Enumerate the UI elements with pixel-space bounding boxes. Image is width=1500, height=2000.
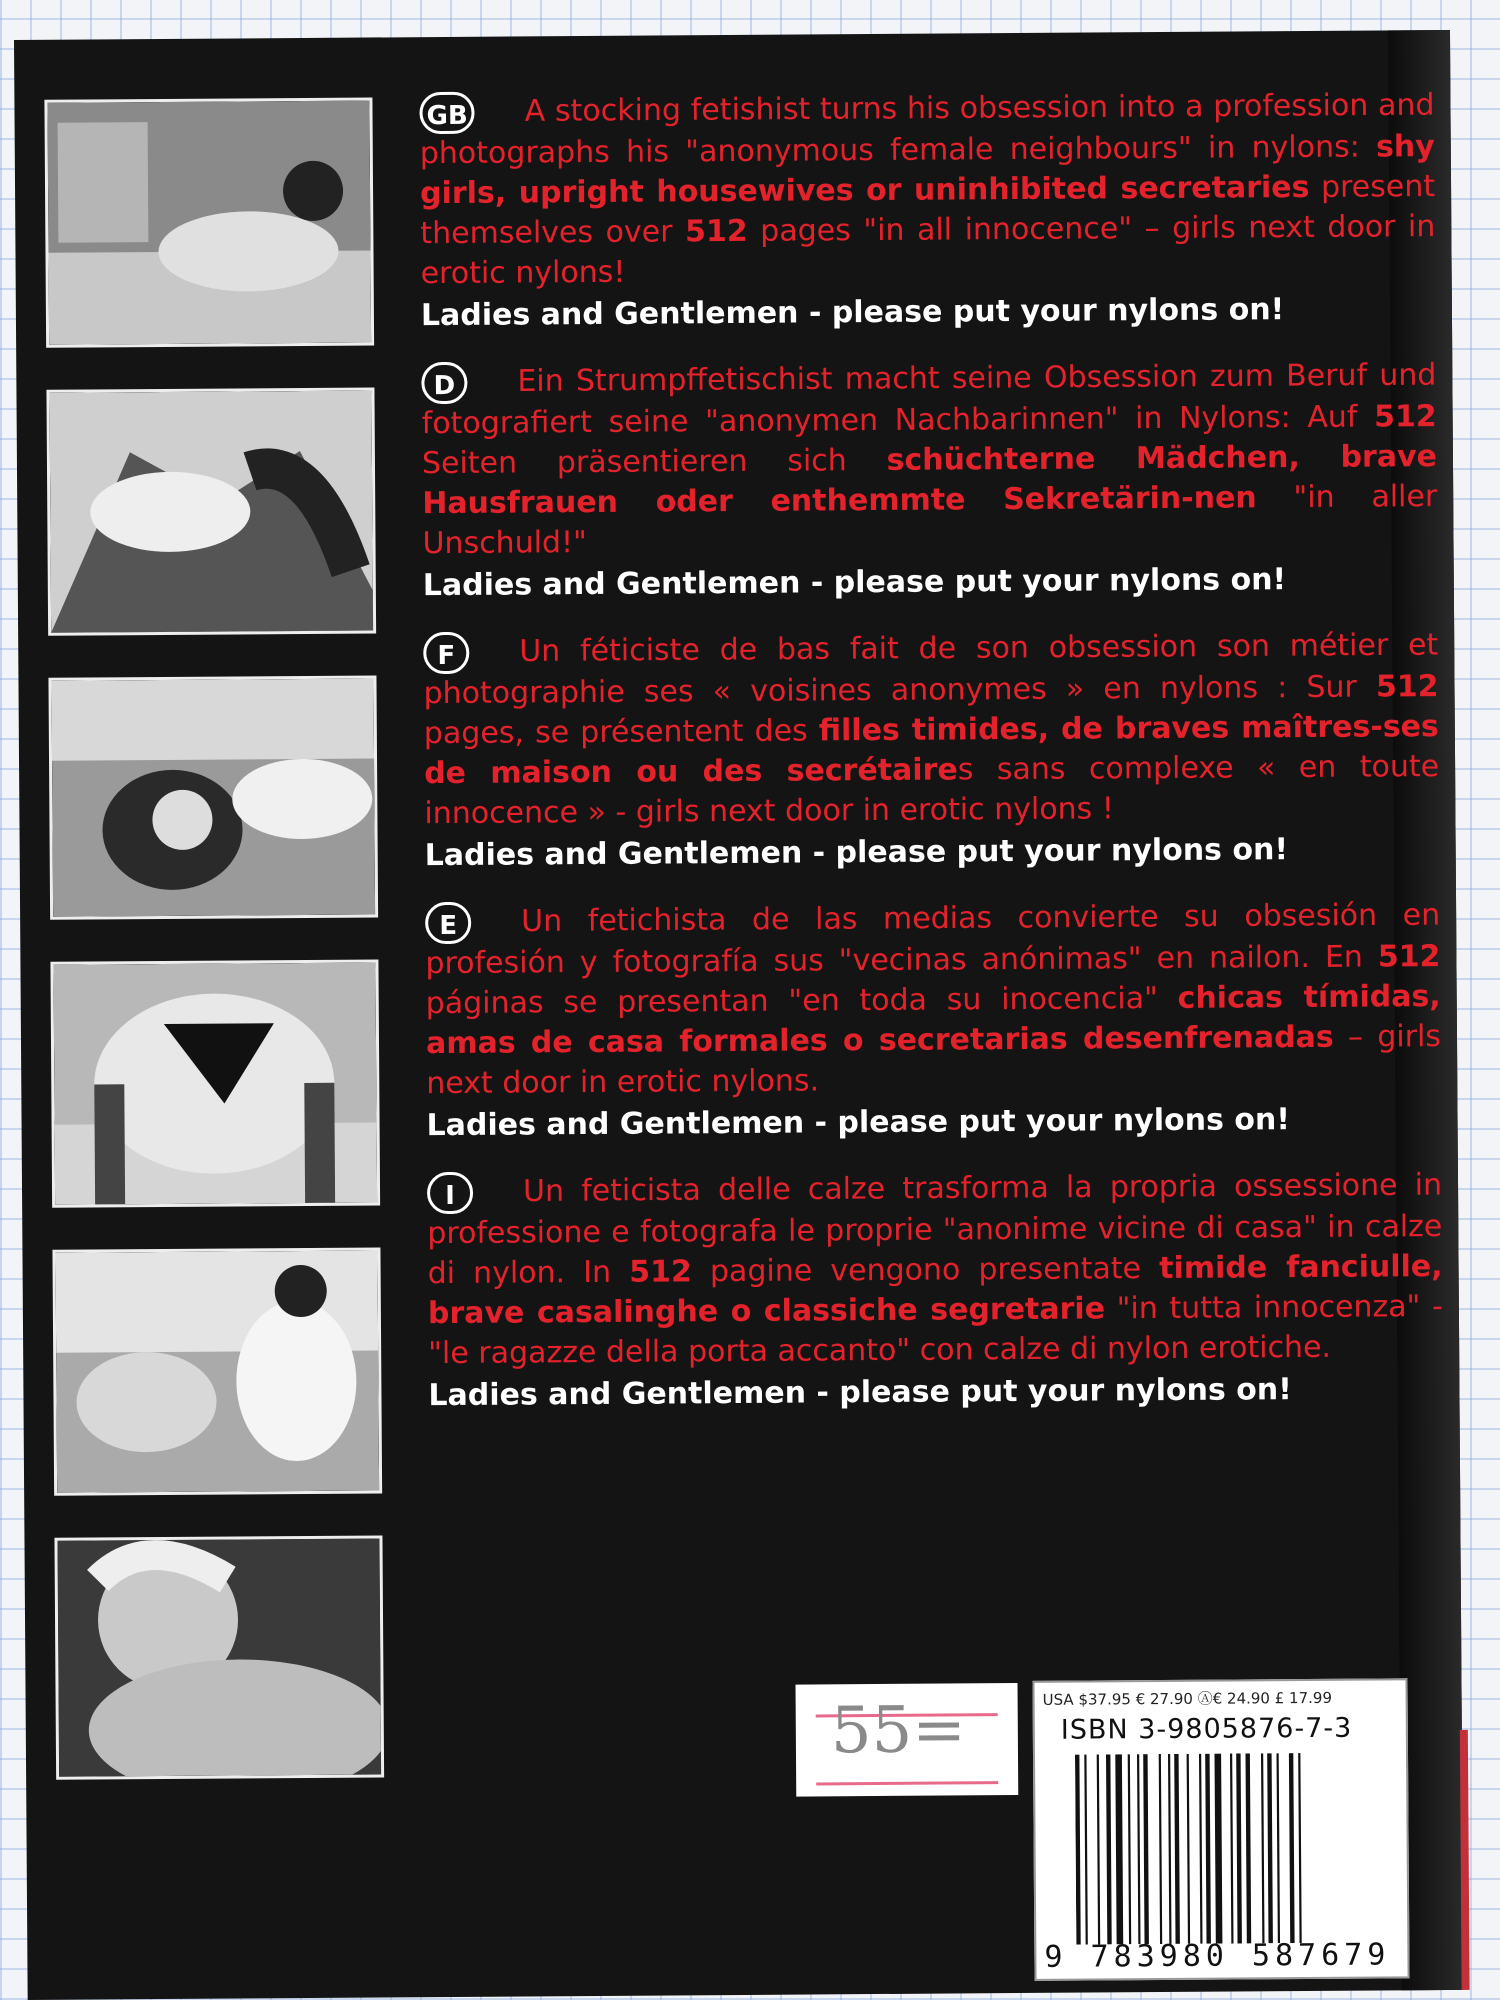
barcode-bar [1187,1754,1191,1944]
photo-thumbnail-6 [54,1535,384,1779]
barcode-bar [1075,1755,1081,1945]
barcode-bar [1267,1753,1273,1943]
highlight-text: 512 [1373,399,1437,435]
country-code-badge: I [427,1172,473,1214]
barcode-bar [1128,1754,1132,1944]
barcode-bar [1261,1753,1265,1943]
section-paragraph [423,625,1439,834]
language-section [421,355,1438,606]
body-text: Un fetichista de las medias convierte su obsesión en profesión y fotografía sus "vecinas anónimas" en nailon. En [425,897,1441,982]
isbn-number: ISBN 3-9805876-7-3 [1060,1712,1353,1746]
body-text: "in tutta innocenza" - "le ragazze della porta accanto" con calze di nylon erotiche. [428,1289,1443,1372]
country-code-badge: F [423,632,469,674]
barcode-bar [1230,1754,1234,1944]
book-back-cover [14,30,1464,2000]
highlight-text: 512 [1377,939,1441,975]
price-sticker [796,1683,1019,1797]
language-section [427,1165,1444,1416]
barcode-bar [1276,1753,1280,1943]
body-text: Un féticiste de bas fait de son obsession son métier et photographie ses « voisines anonymes » en nylons : Sur [423,627,1439,712]
language-section [423,625,1440,876]
photo-thumbnail-5 [52,1247,382,1495]
body-text: pagine vengono presentate [691,1251,1160,1290]
body-text: present themselves over [420,169,1436,252]
section-paragraph [425,895,1441,1104]
photo-thumbnail-4 [50,959,380,1207]
highlight-text: shy girls, upright housewives or uninhibited secretaries [419,129,1435,212]
barcode-bar [1205,1754,1211,1944]
price-list: USA $37.95 € 27.90 Ⓐ€ 24.90 £ 17.99 [1042,1688,1333,1709]
barcode-bars [1075,1752,1396,1944]
barcode-label [1032,1678,1409,1981]
ean-number: 9 783980 587679 [1044,1937,1391,1975]
body-text: Seiten präsentieren sich [421,442,887,482]
barcode-bar [1174,1754,1180,1944]
barcode-bar [1245,1753,1251,1943]
highlight-text: chicas tímidas, amas de casa formales o secretarias desenfrenadas [425,979,1441,1062]
photo-thumbnail-1 [44,97,374,347]
section-paragraph [427,1165,1443,1374]
highlight-text: 512 [1375,669,1439,705]
barcode-bar [1168,1754,1172,1944]
photo-column [44,97,386,1821]
barcode-bar [1236,1753,1242,1943]
body-text: pages "in all innocence" – girls next door in erotic nylons! [420,209,1436,292]
barcode-bar [1199,1754,1203,1944]
language-section [425,895,1442,1146]
body-text: pages, se présentent des [423,713,819,752]
body-text: Un feticista delle calze trasforma la propria ossessione in professione e fotografa le proprie "anonime vicine di casa" in calze di nylon. In [427,1167,1443,1292]
highlight-text: 512 [629,1254,692,1290]
country-code-badge: GB [419,92,474,134]
tagline: Ladies and Gentlemen - please put your nylons on! [422,562,1287,604]
barcode-bar [1159,1754,1163,1944]
body-text: Ein Strumpffetischist macht seine Obsession zum Beruf und fotografiert seine "anonymen Nachbarinnen" in Nylons: Auf [421,357,1437,442]
body-text: – girls next door in erotic nylons. [426,1019,1442,1102]
highlight-text: 512 [684,213,748,250]
tagline: Ladies and Gentlemen - please put your nylons on! [424,832,1289,874]
barcode-bar [1143,1754,1149,1944]
body-text: A stocking fetishist turns his obsession into a profession and photographs his "anonymous female neighbours" in nylons: [419,87,1435,172]
photo-thumbnail-2 [46,387,376,635]
photo-thumbnail-3 [48,675,378,919]
barcode-bar [1097,1754,1101,1944]
highlight-text: schüchterne Mädchen, brave Hausfrauen oder enthemmte Sekretärin-nen [422,439,1438,522]
barcode-bar [1298,1753,1302,1943]
body-text: s sans complexe « en toute innocence » - girls next door in erotic nylons ! [424,749,1440,832]
barcode-bar [1115,1754,1123,1944]
barcode-bar [1084,1755,1088,1945]
section-paragraph [421,355,1437,564]
barcode-bar [1214,1754,1222,1944]
barcode-bar [1137,1754,1141,1944]
spine-red-edge [1460,1730,1470,1990]
price-sticker-value: 55= [830,1693,967,1769]
highlight-text: filles timides, de braves maîtres-ses de maison ou des secrétaire [424,709,1439,792]
body-text: "in aller Unschuld!" [422,479,1438,562]
tagline: Ladies and Gentlemen - please put your nylons on! [420,292,1285,334]
tagline: Ladies and Gentlemen - please put your nylons on! [426,1102,1291,1144]
barcode-bar [1289,1753,1295,1943]
body-text: páginas se presentan "en toda su inocencia" [425,980,1178,1022]
description-column [419,85,1443,1442]
language-section [419,85,1436,336]
country-code-badge: D [421,362,467,404]
section-paragraph [419,85,1435,294]
country-code-badge: E [425,902,471,944]
highlight-text: timide fanciulle, brave casalinghe o classiche segretarie [427,1249,1443,1332]
tagline: Ladies and Gentlemen - please put your nylons on! [428,1372,1292,1414]
barcode-bar [1106,1754,1112,1944]
